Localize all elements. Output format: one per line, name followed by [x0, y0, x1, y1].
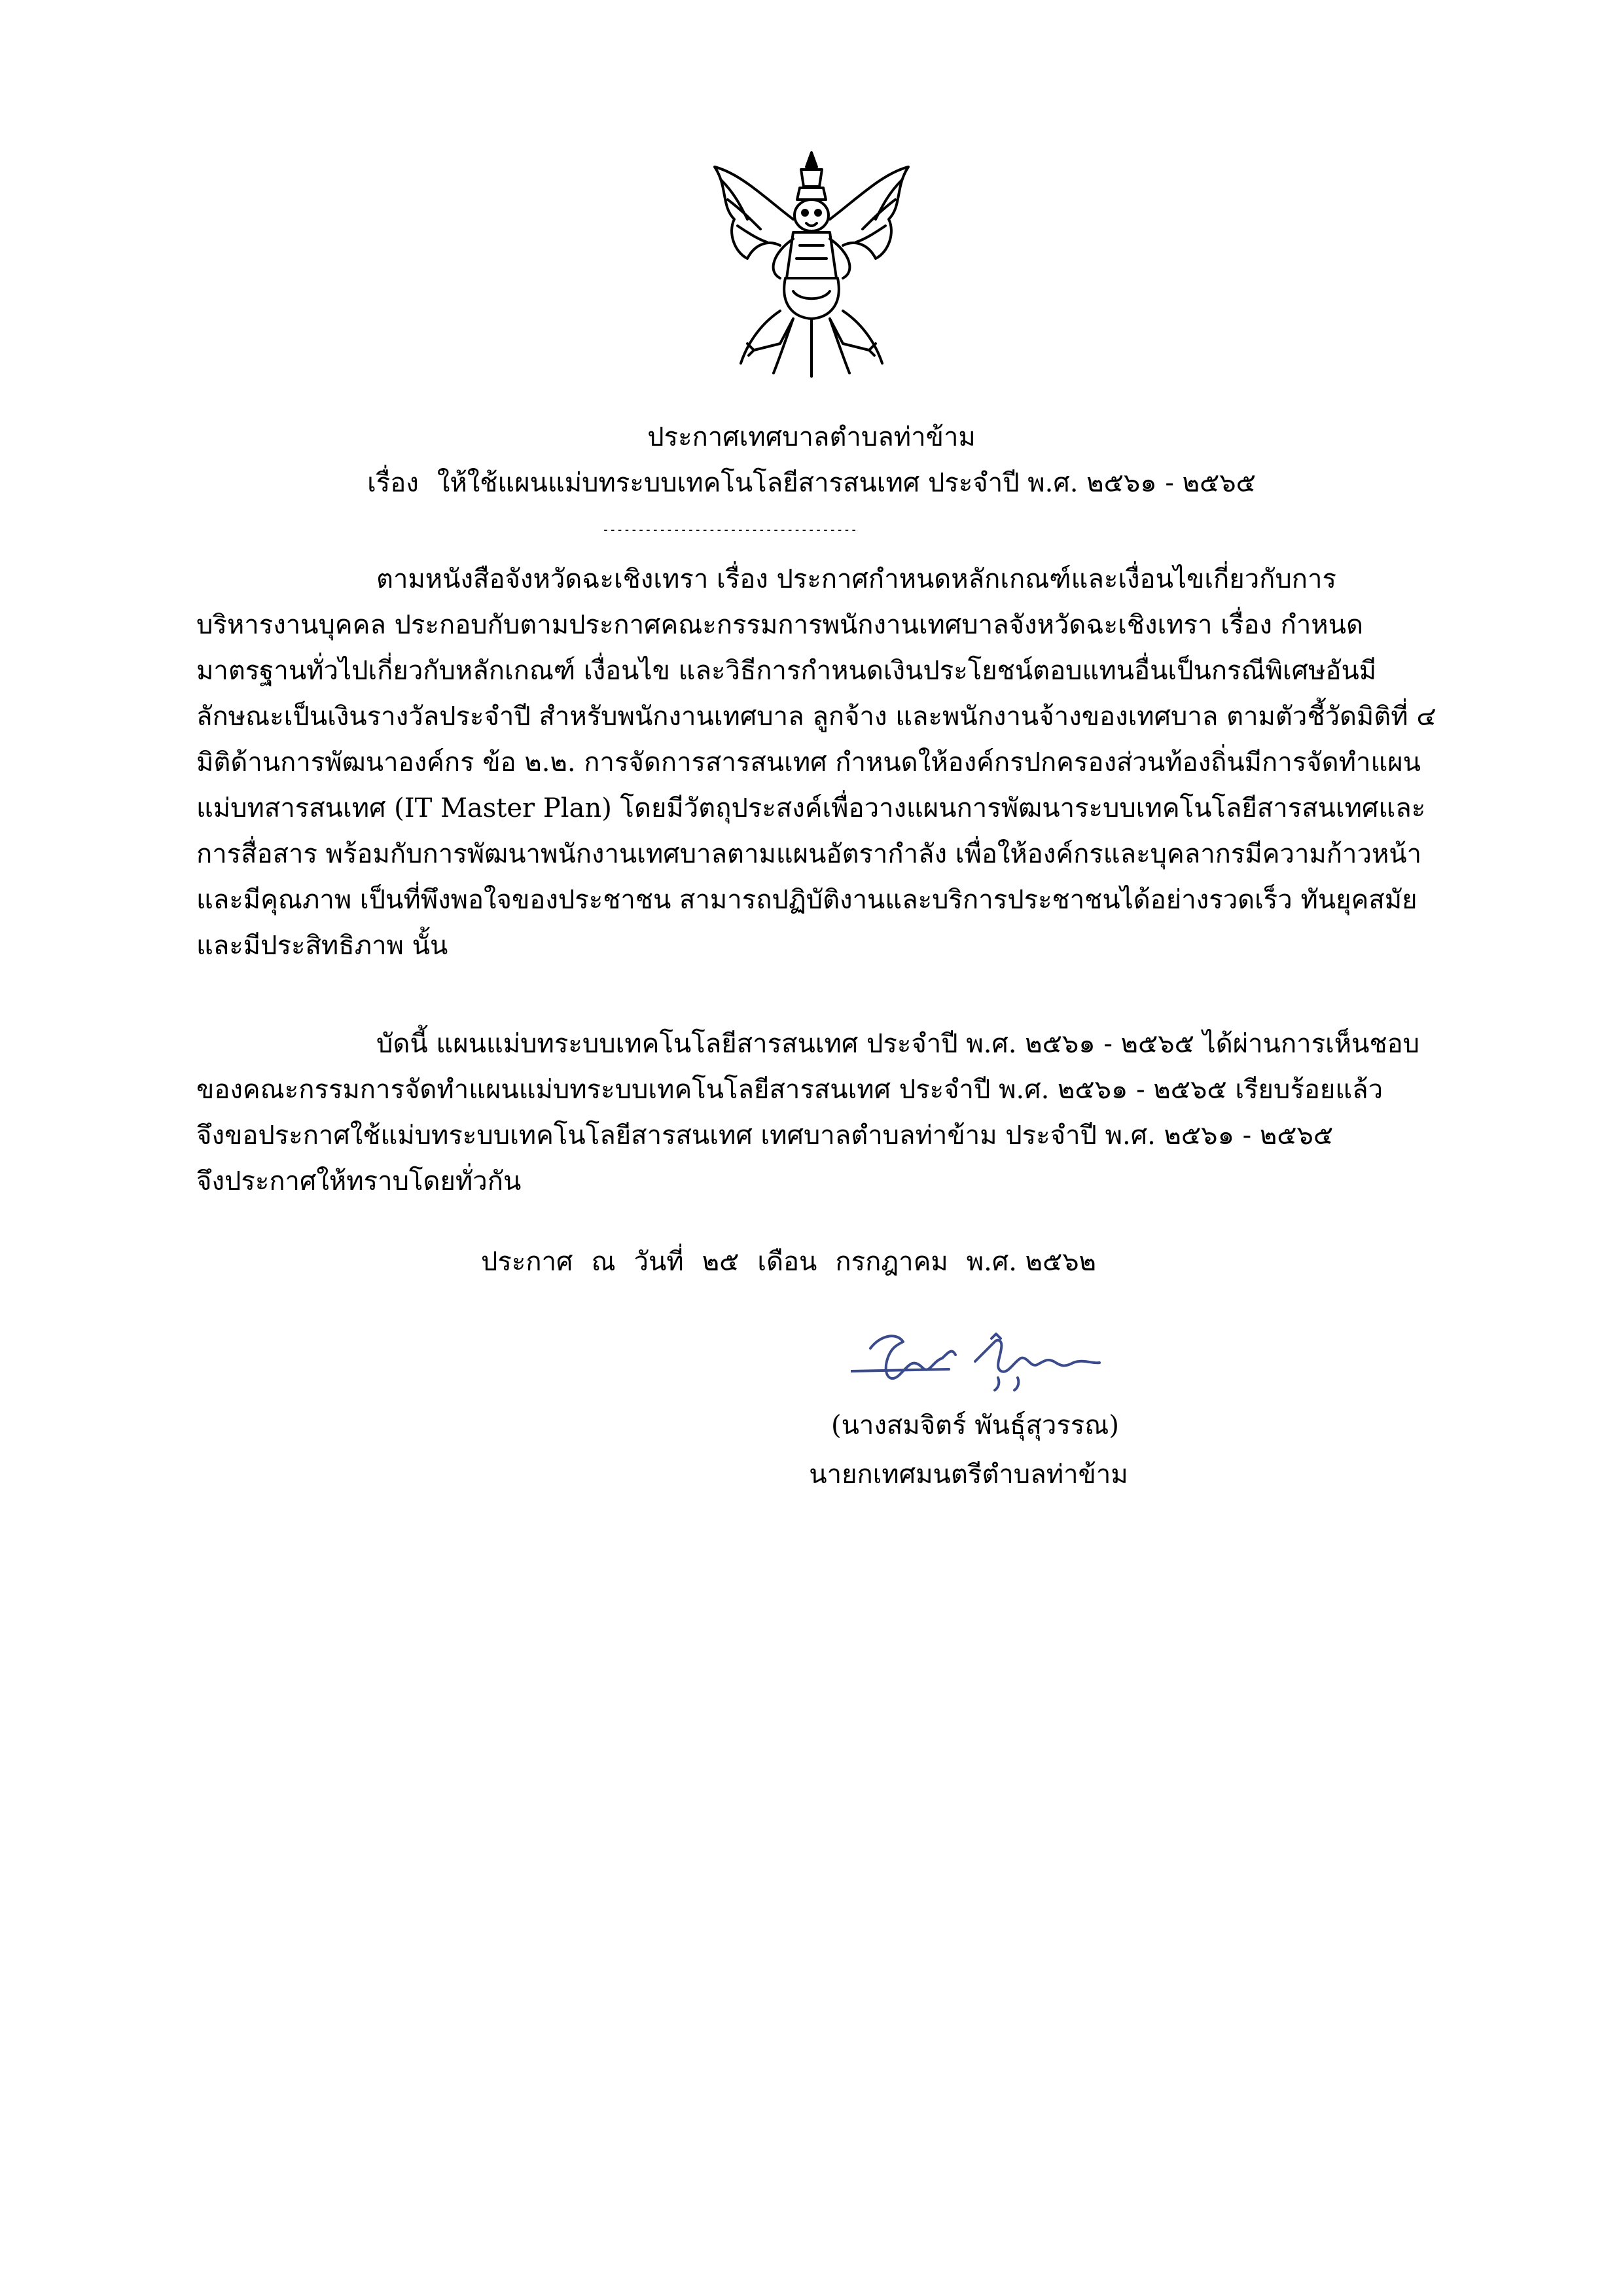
signer-position: นายกเทศมนตรีตำบลท่าข้าม: [809, 1460, 1128, 1490]
paragraph-line: มาตรฐานทั่วไปเกี่ยวกับหลักเกณฑ์ เงื่อนไข และวิธีการกำหนดเงินประโยชน์ตอบแทนอื่นเป็นกรณีพิเศษอันมี: [196, 656, 1377, 686]
date-month: กรกฎาคม: [835, 1247, 948, 1277]
paragraph-line: และมีคุณภาพ เป็นที่พึงพอใจของประชาชน สามารถปฏิบัติงานและบริการประชาชนได้อย่างรวดเร็ว ทันยุคสมัย: [196, 885, 1418, 915]
garuda-emblem-icon: [702, 147, 921, 383]
paragraph-line: มิติด้านการพัฒนาองค์กร ข้อ ๒.๒. การจัดการสารสนเทศ กำหนดให้องค์กรปกครองส่วนท้องถิ่นมีการจัดทำแผน: [196, 747, 1421, 778]
date-day-label: วันที่: [633, 1247, 684, 1277]
body-paragraph-2: [196, 1021, 1440, 1204]
paragraph-line: บริหารงานบุคคล ประกอบกับตามประกาศคณะกรรมการพนักงานเทศบาลจังหวัดฉะเชิงเทรา เรื่อง กำหนด: [196, 610, 1363, 640]
subject-text: ให้ใช้แผนแม่บทระบบเทคโนโลยีสารสนเทศ ประจำปี พ.ศ. ๒๕๖๑ - ๒๕๖๕: [437, 468, 1256, 498]
paragraph-line: ของคณะกรรมการจัดทำแผนแม่บทระบบเทคโนโลยีสารสนเทศ ประจำปี พ.ศ. ๒๕๖๑ - ๒๕๖๕ เรียบร้อยแล้ว: [196, 1075, 1383, 1105]
subject-line: [0, 465, 1623, 501]
paragraph-line: จึงขอประกาศใช้แม่บทระบบเทคโนโลยีสารสนเทศ เทศบาลตำบลท่าข้าม ประจำปี พ.ศ. ๒๕๖๑ - ๒๕๖๕: [196, 1121, 1334, 1151]
paragraph-line: แม่บทสารสนเทศ (IT Master Plan) โดยมีวัตถุประสงค์เพื่อวางแผนการพัฒนาระบบเทคโนโลยีสารสนเทศและ: [196, 793, 1426, 823]
paragraph-line: และมีประสิทธิภาพ นั้น: [196, 931, 448, 961]
date-day: ๒๕: [702, 1247, 740, 1277]
date-month-label: เดือน: [757, 1247, 817, 1277]
signer-name: (นางสมจิตร์ พันธุ์สุวรรณ): [830, 1410, 1120, 1441]
date-at: ณ: [591, 1247, 616, 1277]
divider-line: ------------------------------------: [602, 523, 858, 537]
body-paragraph-1: [196, 556, 1440, 969]
paragraph-line: บัดนี้ แผนแม่บทระบบเทคโนโลยีสารสนเทศ ประจำปี พ.ศ. ๒๕๖๑ - ๒๕๖๕ ได้ผ่านการเห็นชอบ: [376, 1029, 1420, 1059]
announcement-date: [481, 1244, 1115, 1280]
paragraph-line: ลักษณะเป็นเงินรางวัลประจำปี สำหรับพนักงานเทศบาล ลูกจ้าง และพนักงานจ้างของเทศบาล ตามตัวชี้วัดมิติที่ ๔: [196, 702, 1436, 732]
date-year: พ.ศ. ๒๕๖๒: [966, 1247, 1097, 1277]
paragraph-line: การสื่อสาร พร้อมกับการพัฒนาพนักงานเทศบาลตามแผนอัตรากำลัง เพื่อให้องค์กรและบุคลากรมีความก้าวหน้า: [196, 839, 1422, 869]
date-label: ประกาศ: [481, 1247, 573, 1277]
subject-label: เรื่อง: [367, 468, 419, 498]
handwritten-signature: [851, 1322, 1126, 1414]
announcement-title: ประกาศเทศบาลตำบลท่าข้าม: [647, 422, 976, 452]
paragraph-line: จึงประกาศให้ทราบโดยทั่วกัน: [196, 1166, 522, 1196]
paragraph-line: ตามหนังสือจังหวัดฉะเชิงเทรา เรื่อง ประกาศกำหนดหลักเกณฑ์และเงื่อนไขเกี่ยวกับการ: [376, 564, 1336, 594]
